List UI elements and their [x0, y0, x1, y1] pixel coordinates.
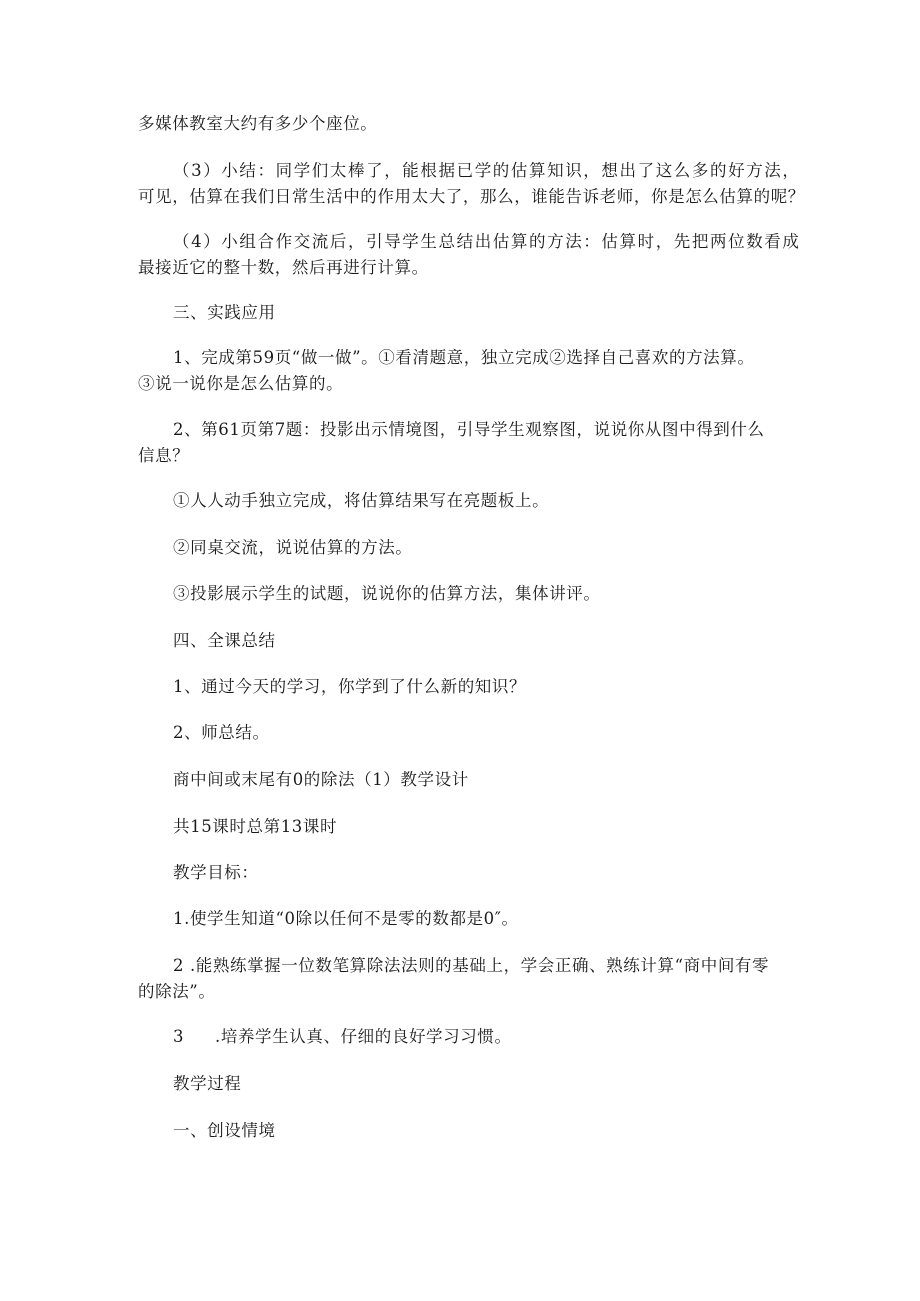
paragraph-line: ③说一说你是怎么估算的。	[138, 374, 344, 393]
list-item: .培养学生认真、仔细的良好学习习惯。	[215, 1027, 512, 1046]
document-title: 商中间或末尾有0的除法（1）教学设计	[173, 770, 469, 789]
list-item: 2、师总结。	[173, 723, 270, 742]
paragraph-line: （4）小组合作交流后，引导学生总结出估算的方法：估算时，先把两位数看成	[173, 232, 801, 251]
paragraph-line: 2、第61页第7题：投影出示情境图，引导学生观察图，说说你从图中得到什么	[173, 420, 765, 439]
list-item: ③投影展示学生的试题，说说你的估算方法，集体讲评。	[173, 584, 601, 603]
paragraph-line: 1、完成第59页“做一做”。①看清题意，独立完成②选择自己喜欢的方法算。	[173, 348, 755, 367]
section-heading: 三、实践应用	[173, 303, 276, 322]
paragraph-line: 多媒体教室大约有多少个座位。	[138, 114, 378, 133]
section-heading: 四、全课总结	[173, 631, 276, 650]
section-heading: 教学目标：	[173, 863, 259, 882]
section-heading: 教学过程	[173, 1074, 242, 1093]
list-item: ①人人动手独立完成，将估算结果写在亮题板上。	[173, 491, 550, 510]
paragraph-line: 信息？	[138, 446, 190, 465]
paragraph-line: 最接近它的整十数，然后再进行计算。	[138, 258, 429, 277]
section-heading: 一、创设情境	[173, 1121, 276, 1140]
paragraph-line: 2 .能熟练掌握一位数笔算除法法则的基础上，学会正确、熟练计算“商中间有零	[173, 956, 770, 975]
paragraph-line: （3）小结：同学们太棒了，能根据已学的估算知识，想出了这么多的好方法，	[173, 161, 801, 180]
list-item: 1、通过今天的学习，你学到了什么新的知识？	[173, 677, 527, 696]
paragraph-line: 可见，估算在我们日常生活中的作用太大了，那么，谁能告诉老师，你是怎么估算的呢？	[138, 187, 805, 206]
list-number: 3	[173, 1027, 185, 1046]
lesson-info: 共15课时总第13课时	[173, 817, 338, 836]
paragraph-line: 的除法”。	[138, 982, 216, 1001]
list-item: ②同桌交流，说说估算的方法。	[173, 538, 413, 557]
list-item: 1.使学生知道“0除以任何不是零的数都是0″。	[173, 909, 519, 928]
